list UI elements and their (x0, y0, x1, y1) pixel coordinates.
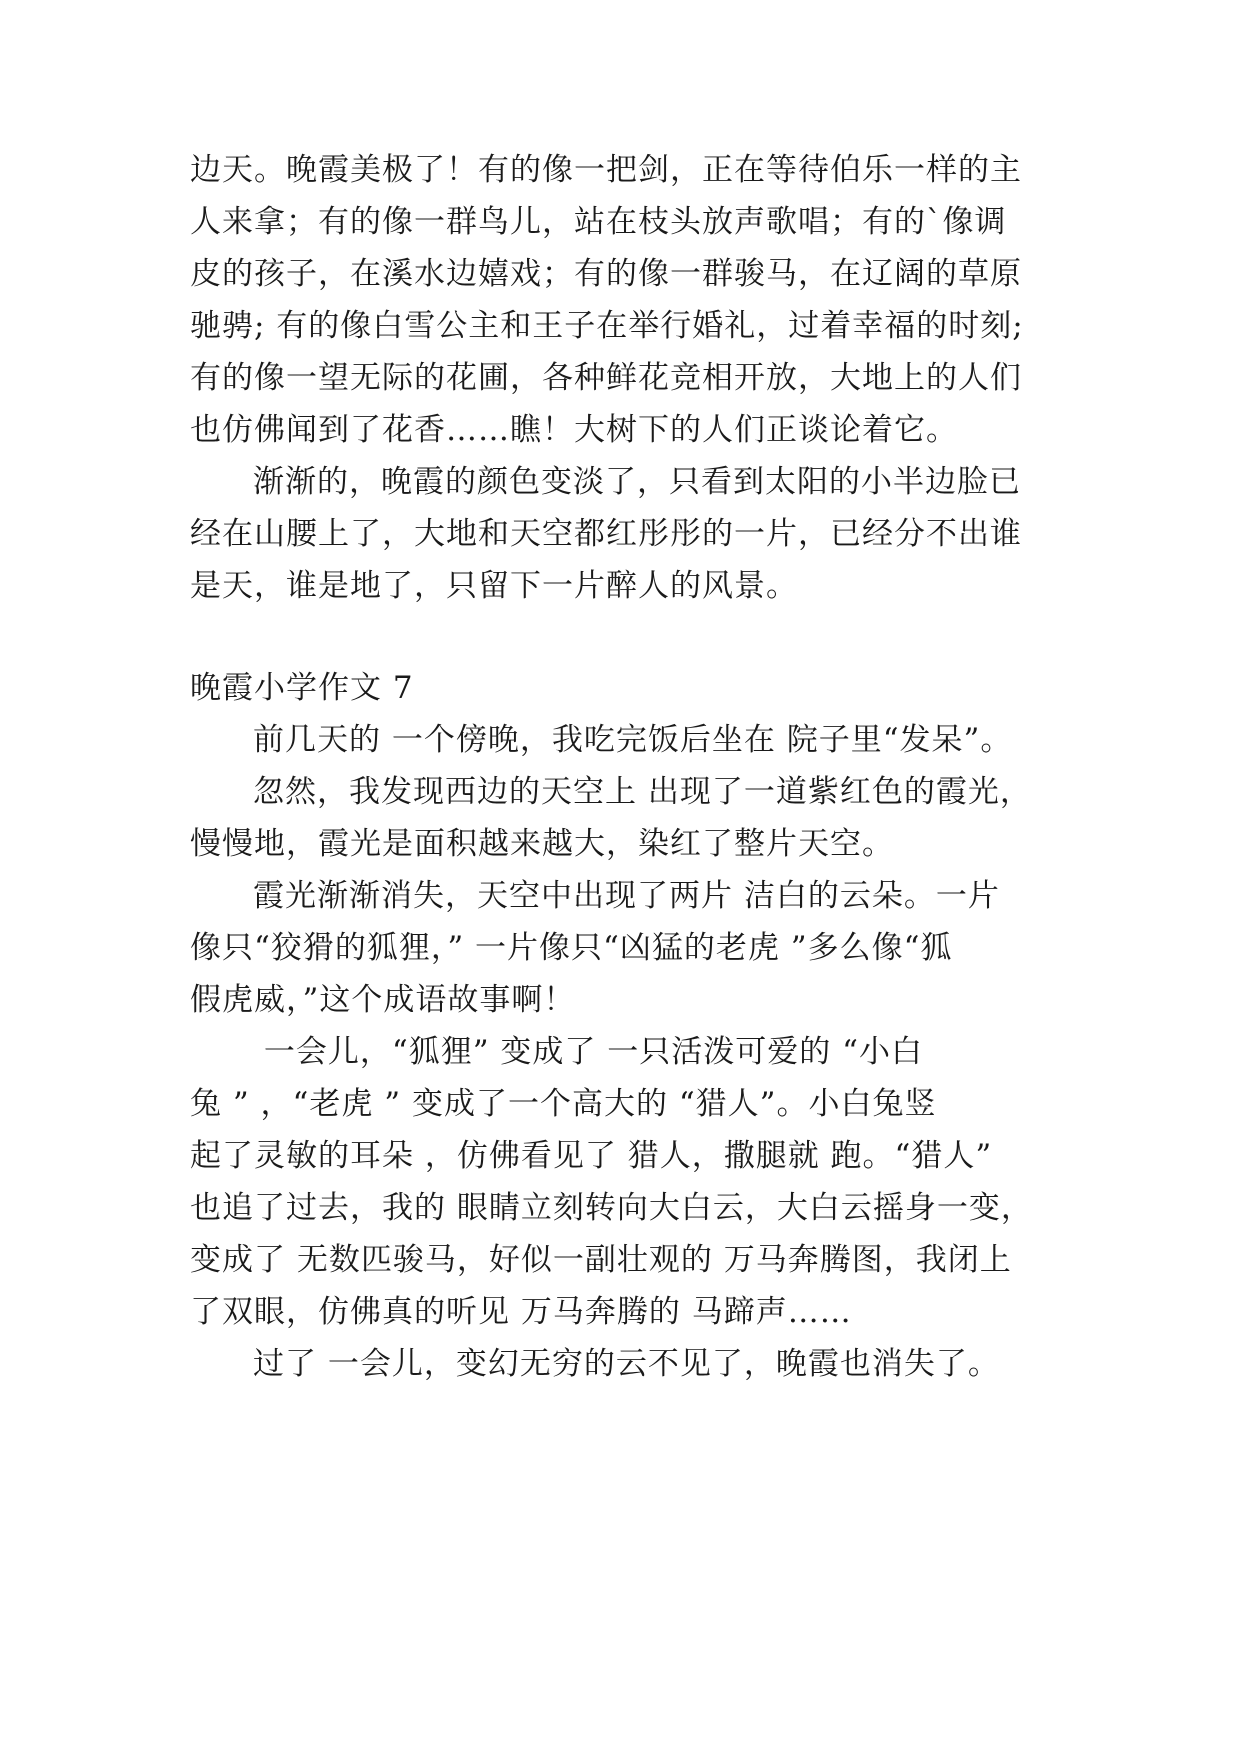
text-line: 了双眼，仿佛真的听见 万马奔腾的 马蹄声…… (190, 1294, 852, 1330)
text-line: 渐渐的，晚霞的颜色变淡了，只看到太阳的小半边脸已 (253, 464, 1021, 500)
text-line: 慢慢地，霞光是面积越来越大，染红了整片天空。 (190, 826, 894, 862)
text-line: 过了 一会儿，变幻无穷的云不见了，晚霞也消失了。 (253, 1346, 1000, 1382)
text-line: 经在山腰上了，大地和天空都红彤彤的一片，已经分不出谁 (190, 516, 1022, 552)
text-line: 是天，谁是地了，只留下一片醉人的风景。 (190, 568, 798, 604)
text-line: 驰骋; 有的像白雪公主和王子在举行婚礼，过着幸福的时刻; (190, 308, 1024, 344)
text-line: 边天。晚霞美极了！有的像一把剑，正在等待伯乐一样的主 (190, 152, 1022, 188)
text-line: 兔 ” ，“老虎 ” 变成了一个高大的 “猎人”。小白兔竖 (190, 1086, 937, 1122)
text-line: 人来拿；有的像一群鸟儿，站在枝头放声歌唱；有的`像调 (190, 204, 1007, 240)
text-line: 也追了过去，我的 眼睛立刻转向大白云，大白云摇身一变， (190, 1190, 1033, 1226)
text-line: 像只“狡猾的狐狸，” 一片像只“凶猛的老虎 ”多么像“狐 (190, 930, 953, 966)
text-line: 起了灵敏的耳朵 ，仿佛看见了 猎人，撒腿就 跑。“猎人” (190, 1138, 993, 1174)
text-line: 忽然，我发现西边的天空上 出现了一道紫红色的霞光， (253, 774, 1032, 810)
text-line: 也仿佛闻到了花香……瞧！大树下的人们正谈论着它。 (190, 412, 958, 448)
text-line: 霞光渐渐消失，天空中出现了两片 洁白的云朵。一片 (253, 878, 1000, 914)
text-line: 变成了 无数匹骏马，好似一副壮观的 万马奔腾图，我闭上 (190, 1242, 1012, 1278)
text-line: 皮的孩子，在溪水边嬉戏；有的像一群骏马，在辽阔的草原 (190, 256, 1022, 292)
text-line: 一会儿，“狐狸” 变成了 一只活泼可爱的 “小白 (253, 1034, 923, 1070)
text-line: 有的像一望无际的花圃，各种鲜花竞相开放，大地上的人们 (190, 360, 1022, 396)
text-line: 前几天的 一个傍晚，我吃完饭后坐在 院子里“发呆”。 (253, 722, 1013, 758)
text-line: 假虎威，”这个成语故事啊！ (190, 982, 576, 1018)
section-title: 晚霞小学作文 7 (190, 670, 414, 706)
